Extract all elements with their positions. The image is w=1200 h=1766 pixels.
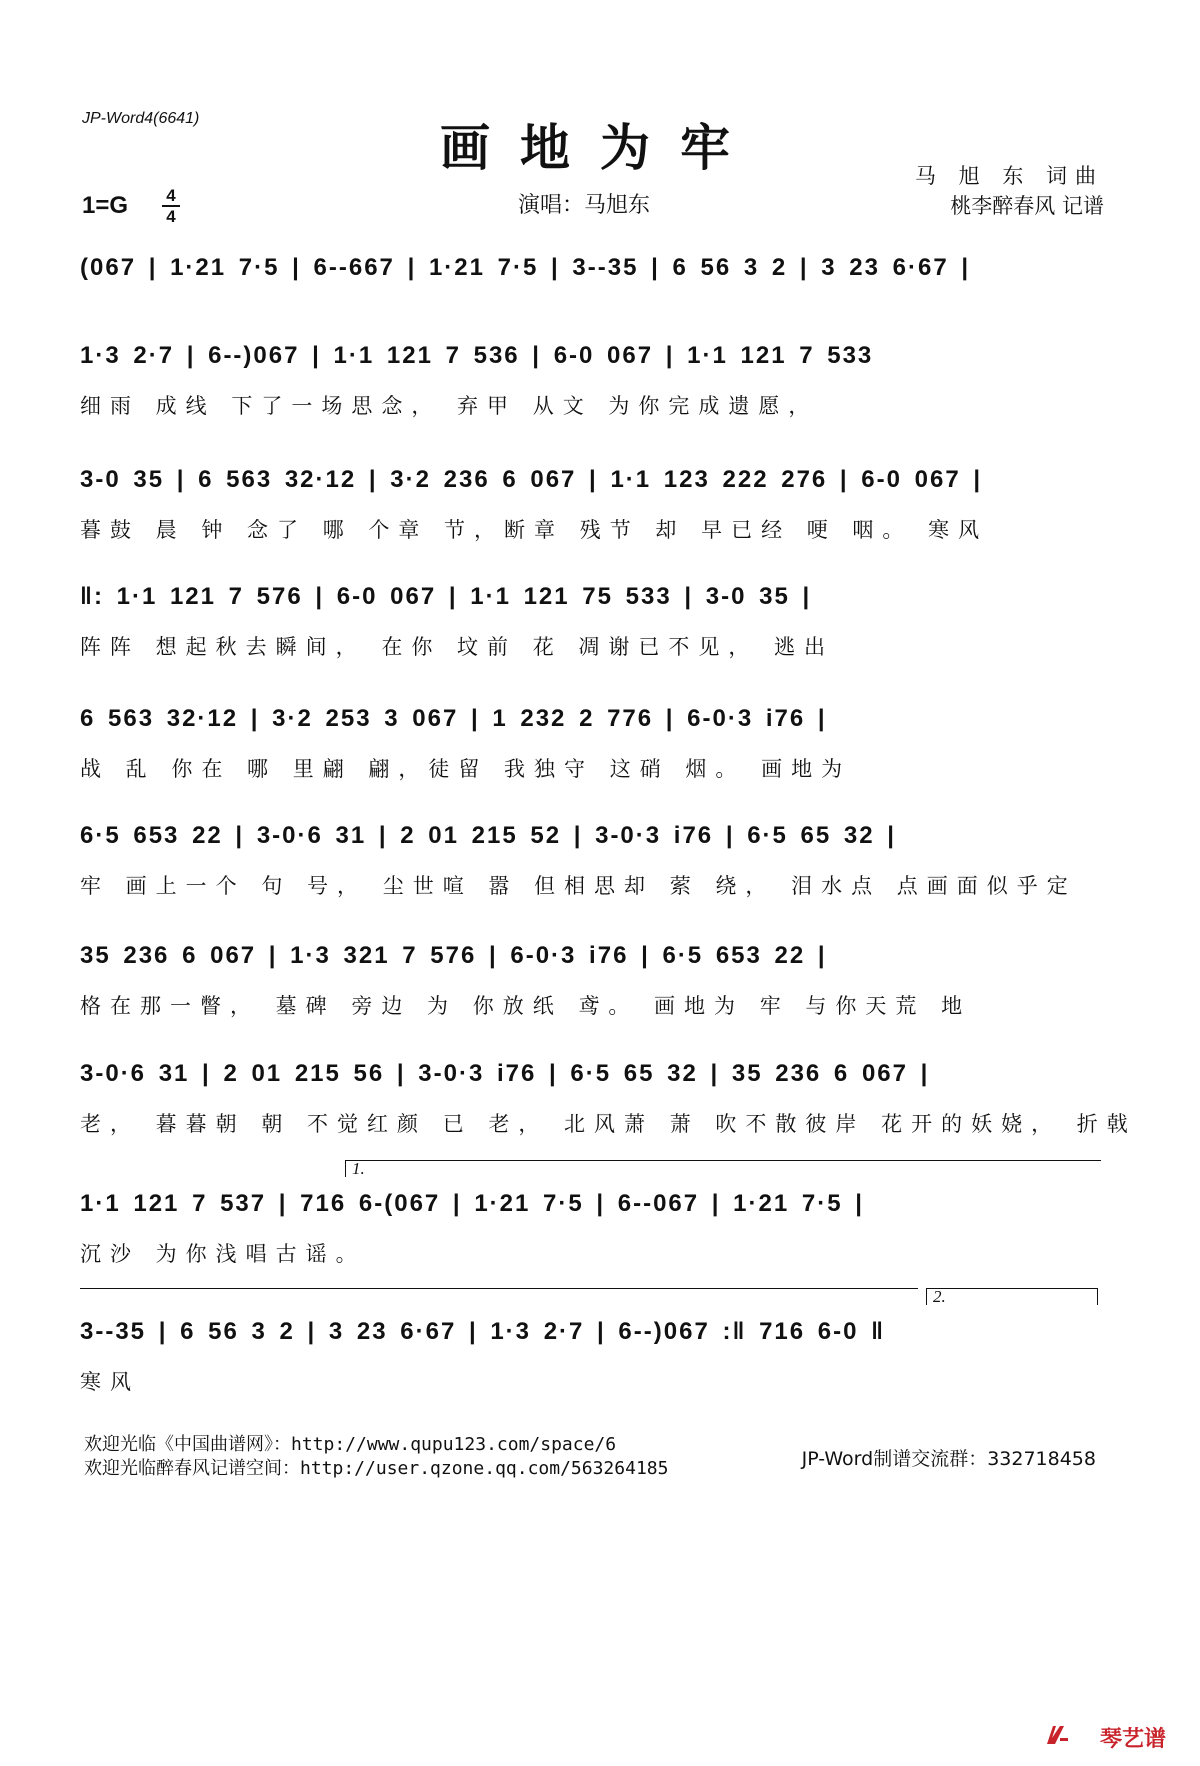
lyric-line: 战 乱 你在 哪 里翩 翩，徒留 我独守 这硝 烟。 画地为 — [80, 757, 852, 781]
notation-line: 3--35 | 6 56 3 2 | 3 23 6·67 | 1·3 2·7 | 6--)067 :‖ 716 6-0 ‖ — [80, 1318, 886, 1345]
lyric-line: 暮鼓 晨 钟 念了 哪 个章 节，断章 残节 却 早已经 哽 咽。 寒风 — [80, 518, 989, 542]
key-signature: 1=G — [82, 192, 129, 219]
lyricist-composer: 马 旭 东 词曲 — [914, 164, 1104, 188]
lyric-line: 老， 暮暮朝 朝 不觉红颜 已 老， 北风萧 萧 吹不散彼岸 花开的妖娆， 折戟 — [80, 1112, 1137, 1136]
notation-line: 3-0 35 | 6 563 32·12 | 3·2 236 6 067 | 1·1 123 222 276 | 6-0 067 | — [80, 466, 983, 493]
notation-line: 6·5 653 22 | 3-0·6 31 | 2 01 215 52 | 3-0·3 i76 | 6·5 65 32 | — [80, 822, 896, 849]
volta-continuation-line — [80, 1288, 918, 1289]
time-signature-top: 4 — [166, 186, 176, 205]
lyric-line: 牢 画上一个 句 号， 尘世喧 嚣 但相思却 萦 绕， 泪水点 点画面似乎定 — [80, 874, 1077, 898]
footer-link-qupu: 欢迎光临《中国曲谱网》：http://www.qupu123.com/space/6 — [84, 1434, 617, 1455]
piano-logo-icon — [1044, 1722, 1070, 1748]
second-ending-bracket — [926, 1288, 1098, 1305]
lyric-line: 寒风 — [80, 1370, 140, 1394]
lyric-line: 阵阵 想起秋去瞬间， 在你 坟前 花 凋谢已不见， 逃出 — [80, 635, 835, 659]
brand-name: 琴艺谱 — [1099, 1727, 1166, 1752]
time-signature — [160, 186, 182, 226]
notation-line: 6 563 32·12 | 3·2 253 3 067 | 1 232 2 776 | 6-0·3 i76 | — [80, 705, 827, 732]
notation-line: 35 236 6 067 | 1·3 321 7 576 | 6-0·3 i76 | 6·5 653 22 | — [80, 942, 827, 969]
second-ending-number: 2. — [933, 1287, 946, 1306]
footer-group: JP-Word制谱交流群：332718458 — [801, 1448, 1096, 1470]
notation-line: 1·3 2·7 | 6--)067 | 1·1 121 7 536 | 6-0 067 | 1·1 121 7 533 — [80, 342, 874, 369]
first-ending-number: 1. — [352, 1159, 365, 1178]
first-ending-bracket — [345, 1160, 1101, 1177]
notation-line: (067 | 1·21 7·5 | 6--667 | 1·21 7·5 | 3--35 | 6 56 3 2 | 3 23 6·67 | — [80, 254, 971, 281]
time-signature-bottom: 4 — [166, 207, 176, 226]
transcriber: 桃李醉春风 记谱 — [950, 194, 1104, 218]
software-tag: JP-Word4(6641) — [82, 110, 200, 127]
singer: 演唱：马旭东 — [518, 193, 651, 218]
footer-link-qzone: 欢迎光临醉春风记谱空间：http://user.qzone.qq.com/563264185 — [84, 1458, 669, 1479]
notation-line: ‖: 1·1 121 7 576 | 6-0 067 | 1·1 121 75 533 | 3-0 35 | — [80, 583, 812, 610]
notation-line: 3-0·6 31 | 2 01 215 56 | 3-0·3 i76 | 6·5 65 32 | 35 236 6 067 | — [80, 1060, 930, 1087]
notation-line: 1·1 121 7 537 | 716 6-(067 | 1·21 7·5 | 6--067 | 1·21 7·5 | — [80, 1190, 864, 1217]
lyric-line: 格在那一瞥， 墓碑 旁边 为 你放纸 鸢。 画地为 牢 与你天荒 地 — [80, 994, 972, 1018]
song-title: 画地为牢 — [440, 118, 760, 177]
lyric-line: 细雨 成线 下了一场思念， 弃甲 从文 为你完成遗愿， — [80, 394, 819, 418]
lyric-line: 沉沙 为你浅唱古谣。 — [80, 1242, 366, 1266]
